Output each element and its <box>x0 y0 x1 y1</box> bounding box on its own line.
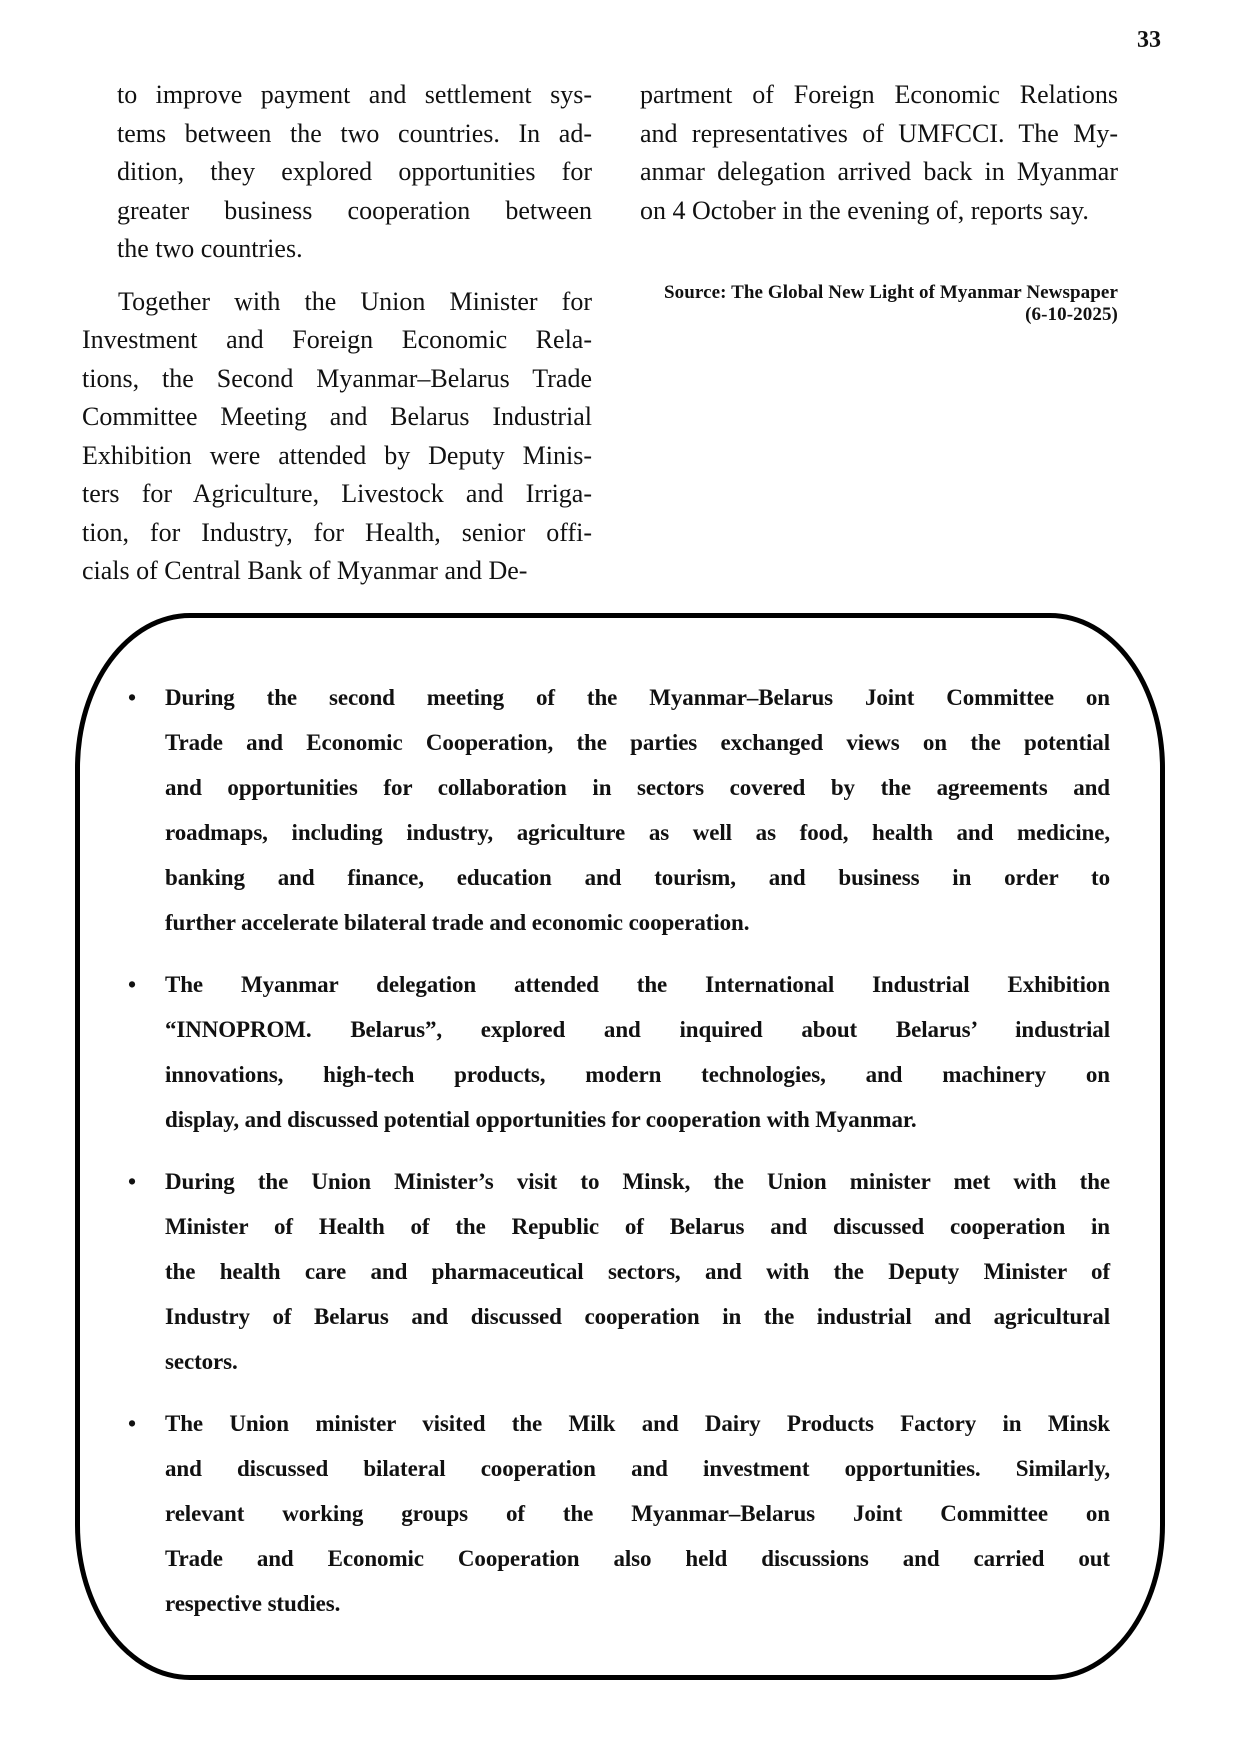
summary-box <box>75 613 1165 1680</box>
text-line: Together with the Union Minister for <box>118 286 592 316</box>
text-line: innovations, high-tech products, modern technologies, and machinery on <box>165 1062 1110 1087</box>
text-line: Exhibition were attended by Deputy Minis- <box>82 440 592 470</box>
article-left-column <box>82 76 592 591</box>
summary-bullet-2 <box>80 962 1160 1142</box>
text-line: relevant working groups of the Myanmar–Belarus Joint Committee on <box>165 1501 1110 1526</box>
text-line: Trade and Economic Cooperation, the parties exchanged views on the potential <box>165 730 1110 755</box>
text-line: tion, for Industry, for Health, senior offi- <box>82 517 592 547</box>
text-line: dition, they explored opportunities for <box>117 157 592 186</box>
text-line: display, and discussed potential opportunities for cooperation with Myanmar. <box>165 1107 917 1132</box>
text-line: roadmaps, including industry, agriculture as well as food, health and medicine, <box>165 820 1110 845</box>
article-right-column <box>640 76 1118 326</box>
text-line: tions, the Second Myanmar–Belarus Trade <box>82 363 592 393</box>
summary-bullet-3 <box>80 1159 1160 1384</box>
summary-bullet-text <box>165 962 1110 1142</box>
text-line: on 4 October in the evening of, reports say. <box>640 195 1089 225</box>
bullet-marker: • <box>128 1411 136 1436</box>
bullet-marker: • <box>128 1169 136 1194</box>
text-line: The Myanmar delegation attended the International Industrial Exhibition <box>165 972 1110 997</box>
text-line: sectors. <box>165 1349 238 1374</box>
text-line: Industry of Belarus and discussed cooperation in the industrial and agricultural <box>165 1304 1110 1329</box>
bullet-marker: • <box>128 972 136 997</box>
text-line: The Union minister visited the Milk and Dairy Products Factory in Minsk <box>165 1411 1110 1436</box>
summary-bullet-text <box>165 1401 1110 1626</box>
summary-bullet-text <box>165 675 1110 945</box>
text-line: “INNOPROM. Belarus”, explored and inquired about Belarus’ industrial <box>165 1017 1110 1042</box>
text-line: and opportunities for collaboration in sectors covered by the agreements and <box>165 775 1110 800</box>
bullet-marker: • <box>128 685 136 710</box>
text-line: further accelerate bilateral trade and economic cooperation. <box>165 910 750 935</box>
text-line: Committee Meeting and Belarus Industrial <box>82 402 592 431</box>
text-line: respective studies. <box>165 1591 341 1616</box>
text-line: greater business cooperation between <box>117 195 592 225</box>
text-line: During the second meeting of the Myanmar–Belarus Joint Committee on <box>165 685 1110 710</box>
text-line: and discussed bilateral cooperation and investment opportunities. Similarly, <box>165 1456 1110 1481</box>
paragraph <box>640 76 1118 230</box>
summary-bullet-4 <box>80 1401 1160 1626</box>
text-line: Minister of Health of the Republic of Belarus and discussed cooperation in <box>165 1214 1110 1239</box>
page-number: 33 <box>1137 27 1161 53</box>
text-line: Trade and Economic Cooperation also held discussions and carried out <box>165 1546 1110 1571</box>
text-line: cials of Central Bank of Myanmar and De- <box>82 556 528 585</box>
text-line: ters for Agriculture, Livestock and Irriga- <box>82 479 592 508</box>
paragraph-continued <box>82 76 592 269</box>
text-line: the health care and pharmaceutical sectors, and with the Deputy Minister of <box>165 1259 1110 1284</box>
text-line: the two countries. <box>117 234 303 263</box>
text-line: During the Union Minister’s visit to Minsk, the Union minister met with the <box>165 1169 1110 1194</box>
paragraph <box>82 283 592 591</box>
summary-bullet-text <box>165 1159 1110 1384</box>
text-line: tems between the two countries. In ad- <box>117 118 592 148</box>
text-line: and representatives of UMFCCI. The My- <box>640 118 1118 148</box>
text-line: to improve payment and settlement sys- <box>117 80 592 109</box>
text-line: Investment and Foreign Economic Rela- <box>82 325 592 354</box>
summary-bullet-1 <box>80 675 1160 945</box>
text-line: banking and finance, education and tourism, and business in order to <box>165 865 1110 890</box>
text-line: partment of Foreign Economic Relations <box>640 80 1118 109</box>
source-attribution: Source: The Global New Light of Myanmar Newspaper (6-10-2025) <box>663 282 1118 325</box>
text-line: anmar delegation arrived back in Myanmar <box>640 157 1118 186</box>
